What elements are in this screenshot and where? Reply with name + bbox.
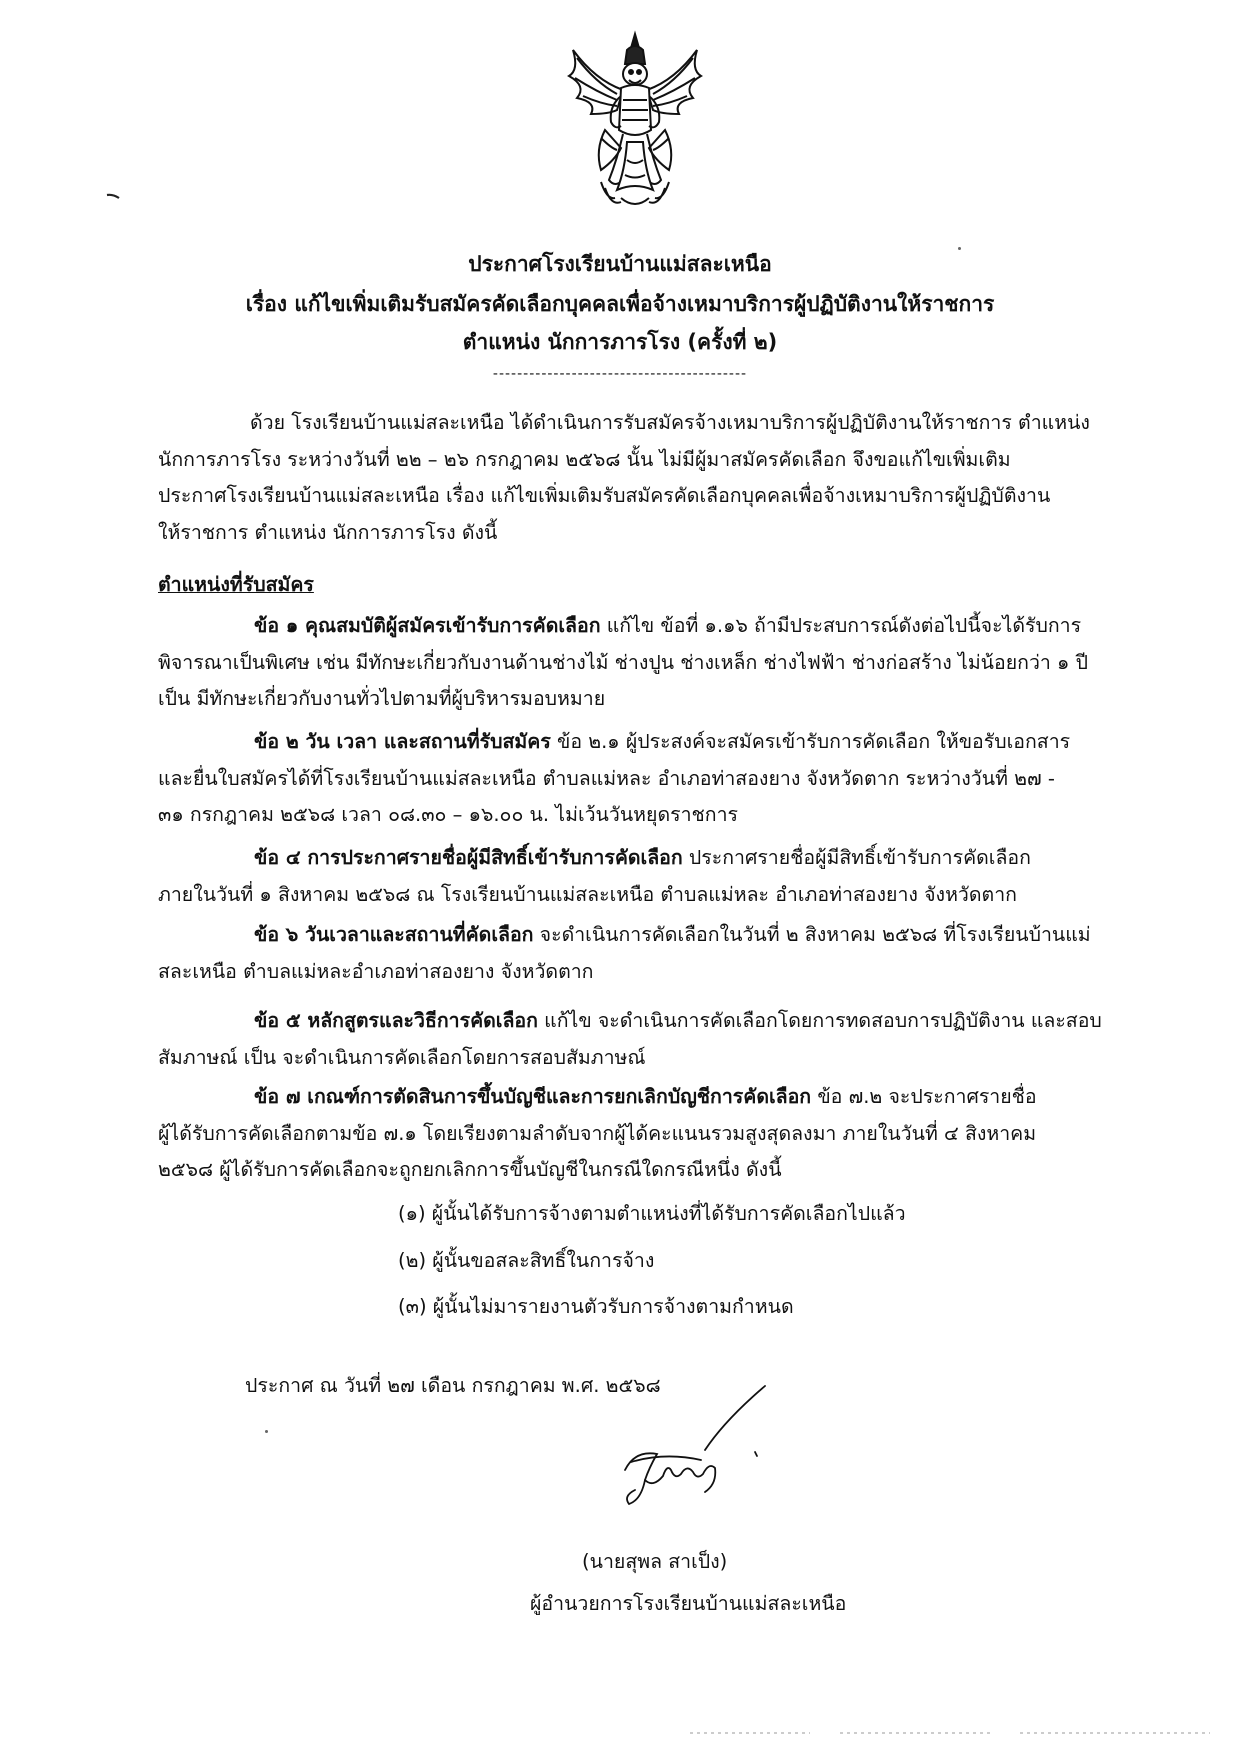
item-6-first-line — [158, 917, 1123, 954]
item-2-rest: ข้อ ๒.๑ ผู้ประสงค์จะสมัครเข้ารับการคัดเลือก ให้ขอรับเอกสาร — [550, 730, 1071, 753]
item-7-sub-1: (๑) ผู้นั้นได้รับการจ้างตามตำแหน่งที่ได้รับการคัดเลือกไปแล้ว — [398, 1202, 906, 1225]
item-7-head: ข้อ ๗ เกณฑ์การตัดสินการขึ้นบัญชีและการยกเลิกบัญชีการคัดเลือก — [254, 1085, 812, 1108]
intro-line: ด้วย โรงเรียนบ้านแม่สละเหนือ ได้ดำเนินการรับสมัครจ้างเหมาบริการผู้ปฏิบัติงานให้ราชการ ตำแหน่ง — [250, 411, 1090, 434]
item-1-first-line — [158, 608, 1123, 645]
item-6-head: ข้อ ๖ วันเวลาและสถานที่คัดเลือก — [254, 923, 534, 946]
item-7-line: ผู้ได้รับการคัดเลือกตามข้อ ๗.๑ โดยเรียงตามลำดับจากผู้ได้คะแนนรวมสูงสุดลงมา ภายในวันที่ ๔ สิงหาคม — [158, 1121, 1037, 1145]
item-4-rest: ประกาศรายชื่อผู้มีสิทธิ์เข้ารับการคัดเลือก — [682, 846, 1031, 869]
item-4 — [158, 840, 1123, 913]
item-4-line: ภายในวันที่ ๑ สิงหาคม ๒๕๖๘ ณ โรงเรียนบ้านแม่สละเหนือ ตำบลแม่หละ อำเภอท่าสองยาง จังหวัดตาก — [158, 882, 1017, 906]
section-heading — [158, 567, 1123, 604]
item-2-line: ๓๑ กรกฎาคม ๒๕๖๘ เวลา ๐๘.๓๐ – ๑๖.๐๐ น. ไม่เว้นวันหยุดราชการ — [158, 803, 739, 826]
item-2-head: ข้อ ๒ วัน เวลา และสถานที่รับสมัคร — [254, 730, 551, 753]
item-7-line: ๒๕๖๘ ผู้ได้รับการคัดเลือกจะถูกยกเลิกการขึ้นบัญชีในกรณีใดกรณีหนึ่ง ดังนี้ — [158, 1158, 782, 1181]
item-2-line: และยื่นใบสมัครได้ที่โรงเรียนบ้านแม่สละเหนือ ตำบลแม่หละ อำเภอท่าสองยาง จังหวัดตาก ระหว่างวันที่ ๒๗ - — [158, 766, 1055, 790]
item-5-first-line — [158, 1003, 1123, 1040]
intro-line: ประกาศโรงเรียนบ้านแม่สละเหนือ เรื่อง แก้ไขเพิ่มเติมรับสมัครคัดเลือกบุคคลเพื่อจ้างเหมาบริการผู้ปฏิบัติงาน — [158, 484, 1051, 507]
item-2 — [158, 724, 1123, 834]
announcement-title: ประกาศโรงเรียนบ้านแม่สละเหนือ — [468, 252, 772, 276]
item-1-head: ข้อ ๑ คุณสมบัติผู้สมัครเข้ารับการคัดเลือก — [254, 614, 601, 637]
signature — [605, 1380, 775, 1525]
item-4-head: ข้อ ๔ การประกาศรายชื่อผู้มีสิทธิ์เข้ารับการคัดเลือก — [254, 846, 683, 869]
item-7 — [158, 1079, 1123, 1189]
item-5-line: สัมภาษณ์ เป็น จะดำเนินการคัดเลือกโดยการสอบสัมภาษณ์ — [158, 1045, 646, 1069]
stray-dot — [265, 1430, 268, 1433]
item-6-rest: จะดำเนินการคัดเลือกในวันที่ ๒ สิงหาคม ๒๕๖๘ ที่โรงเรียนบ้านแม่ — [533, 923, 1091, 946]
intro-paragraph — [158, 405, 1123, 551]
stray-mark — [106, 193, 120, 199]
intro-line: นักการภารโรง ระหว่างวันที่ ๒๒ – ๒๖ กรกฎาคม ๒๕๖๘ นั้น ไม่มีผู้มาสมัครคัดเลือก จึงขอแก้ไขเพิ่มเติม — [158, 447, 1011, 471]
signatory-position: ผู้อำนวยการโรงเรียนบ้านแม่สละเหนือ — [530, 1592, 847, 1615]
item-1-rest: แก้ไข ข้อที่ ๑.๑๖ ถ้ามีประสบการณ์ดังต่อไปนี้จะได้รับการ — [600, 614, 1082, 637]
item-6 — [158, 917, 1123, 990]
intro-line: ให้ราชการ ตำแหน่ง นักการภารโรง ดังนี้ — [158, 520, 498, 544]
item-4-first-line — [158, 840, 1123, 877]
item-1 — [158, 608, 1123, 718]
announce-date: ประกาศ ณ วันที่ ๒๗ เดือน กรกฎาคม พ.ศ. ๒๕๖๘ — [245, 1374, 661, 1397]
announcement-position: ตำแหน่ง นักการภารโรง (ครั้งที่ ๒) — [462, 330, 778, 354]
item-7-first-line — [158, 1079, 1123, 1116]
announcement-subject: เรื่อง แก้ไขเพิ่มเติมรับสมัครคัดเลือกบุคคลเพื่อจ้างเหมาบริการผู้ปฏิบัติงานให้ราชการ — [245, 292, 995, 316]
section-heading-text: ตำแหน่งที่รับสมัคร — [158, 573, 314, 596]
item-5-head: ข้อ ๕ หลักสูตรและวิธีการคัดเลือก — [254, 1009, 538, 1032]
item-7-sub-2: (๒) ผู้นั้นขอสละสิทธิ์ในการจ้าง — [398, 1249, 655, 1272]
item-7-rest: ข้อ ๗.๒ จะประกาศรายชื่อ — [811, 1085, 1037, 1108]
item-1-line: พิจารณาเป็นพิเศษ เช่น มีทักษะเกี่ยวกับงานด้านช่างไม้ ช่างปูน ช่างเหล็ก ช่างไฟฟ้า ช่างก่อสร้าง ไม่น้อยกว่า ๑ ปี — [158, 650, 1089, 674]
scan-noise — [690, 1730, 1210, 1736]
signatory-name: (นายสุพล สาเป็ง) — [582, 1550, 728, 1573]
item-5 — [158, 1003, 1123, 1076]
separator-line: ------------------------------------------ — [492, 366, 748, 382]
garuda-emblem — [565, 30, 705, 215]
item-7-sub-3: (๓) ผู้นั้นไม่มารายงานตัวรับการจ้างตามกำหนด — [398, 1295, 794, 1318]
item-5-rest: แก้ไข จะดำเนินการคัดเลือกโดยการทดสอบการปฏิบัติงาน และสอบ — [537, 1009, 1102, 1032]
item-2-first-line — [158, 724, 1123, 761]
item-1-line: เป็น มีทักษะเกี่ยวกับงานทั่วไปตามที่ผู้บริหารมอบหมาย — [158, 687, 606, 710]
item-6-line: สละเหนือ ตำบลแม่หละอำเภอท่าสองยาง จังหวัดตาก — [158, 959, 594, 983]
